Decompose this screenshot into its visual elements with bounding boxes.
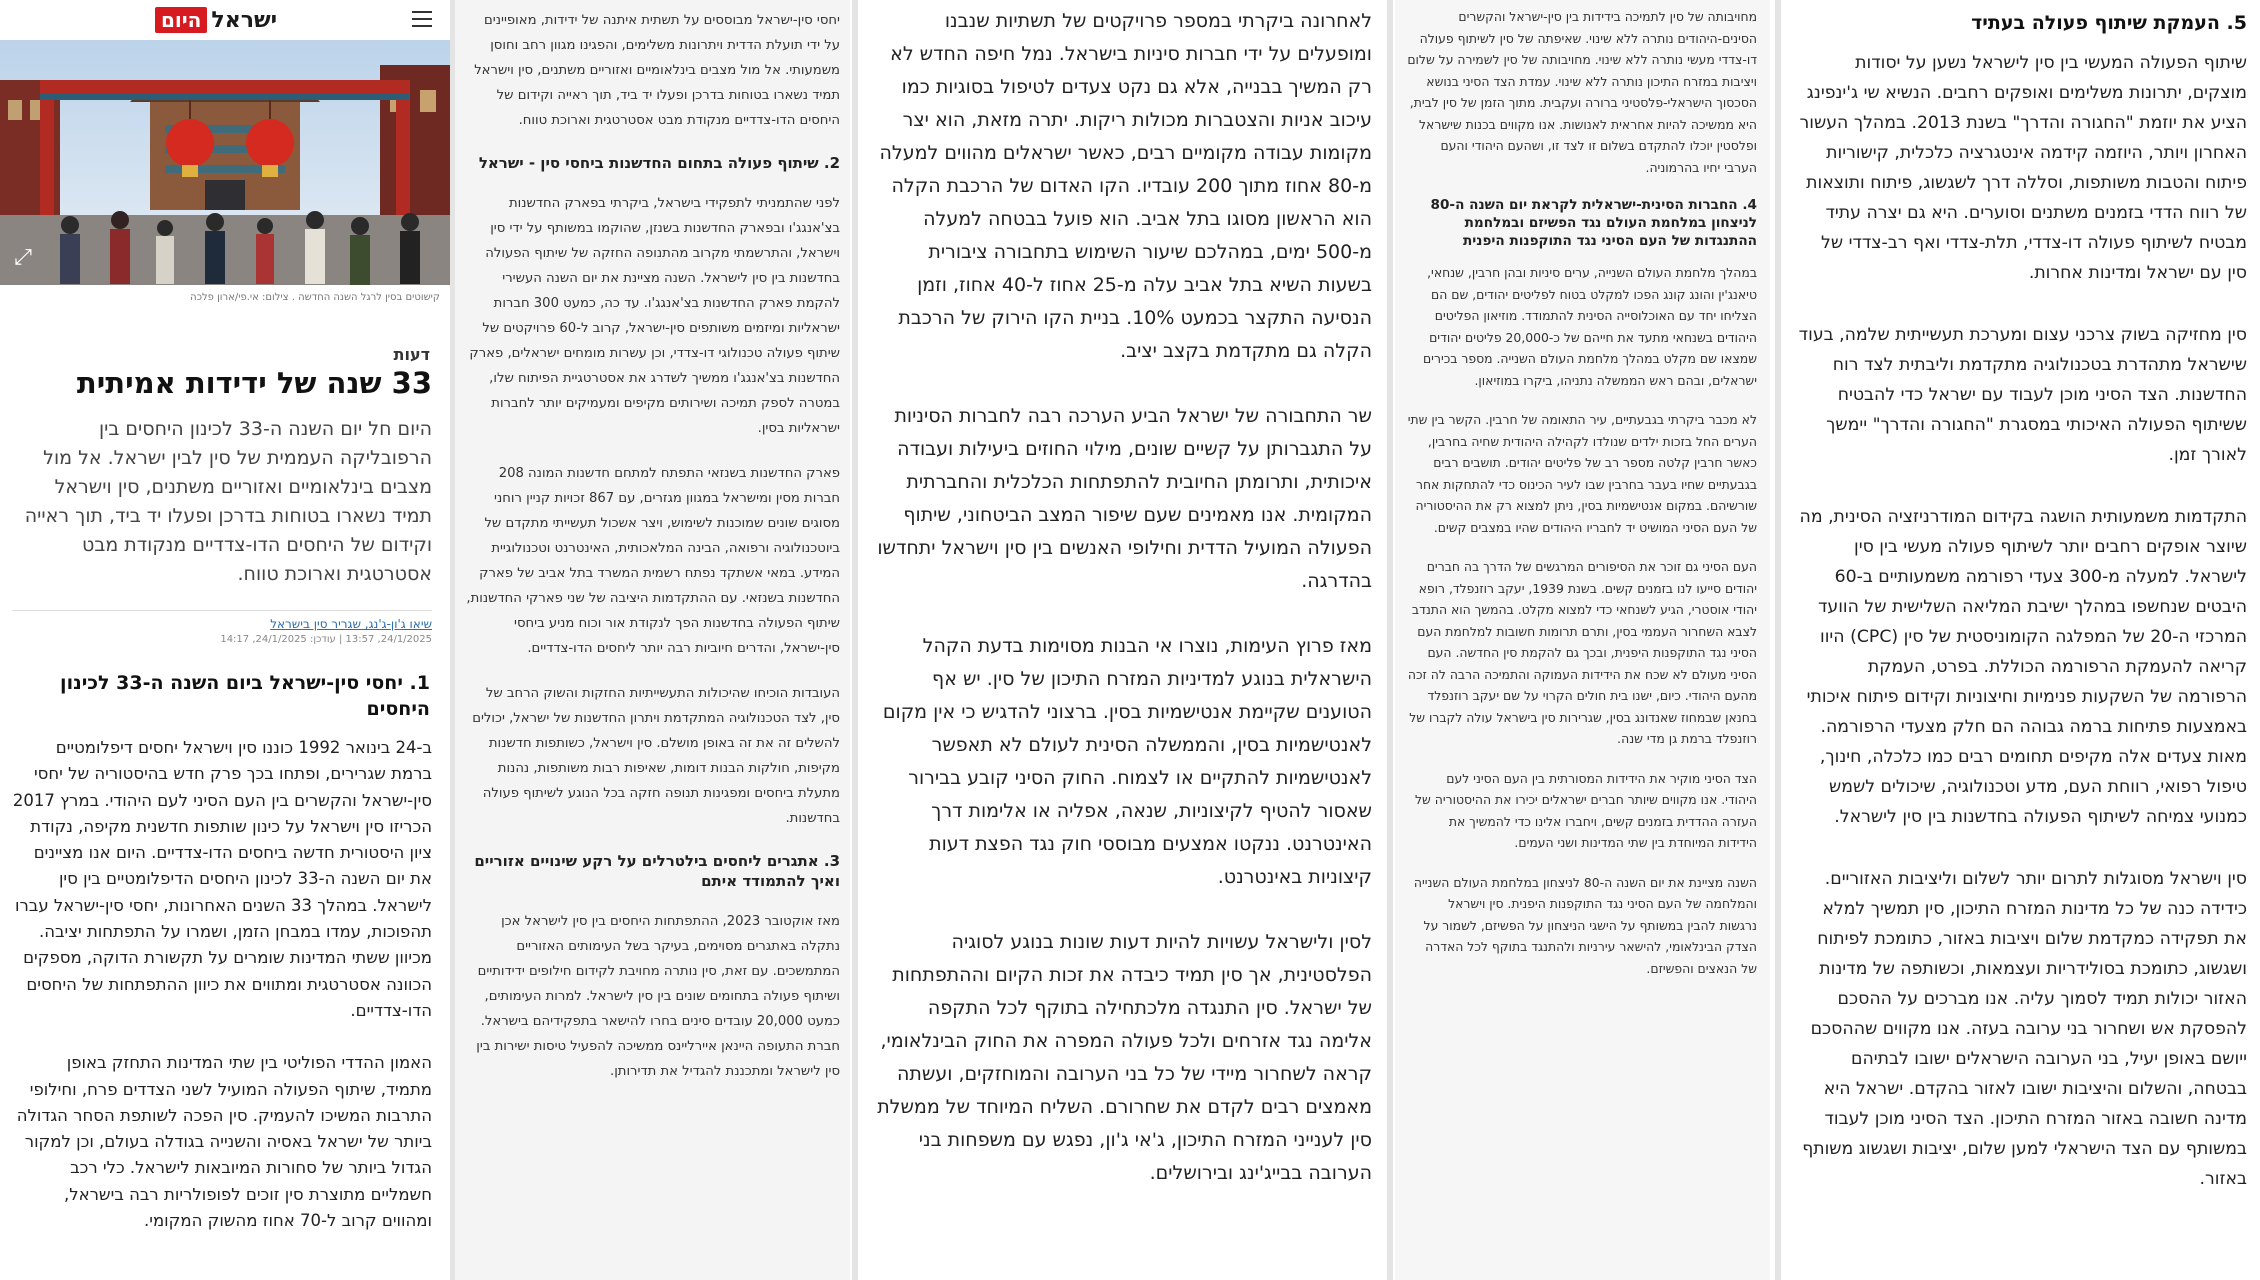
byline-box [12, 610, 432, 645]
site-logo[interactable] [155, 6, 277, 34]
panel-divider [1775, 0, 1781, 1280]
section-title-5: 5. העמקת שיתוף פעולה בעתיד [1971, 12, 2247, 34]
article-continuation-panel-4 [1395, 0, 1770, 1280]
article-continuation-panel-3 [860, 0, 1385, 1280]
paragraph: שיתוף הפעולה המעשי בין סין לישראל נשען על יסודות מוצקים, יתרונות משלימים ואופקים רחבים. הנשיא שי ג'ינפינג הציע את יוזמת "החגורה והדרך" בשנת 2013. במהלך העשור האחרון ויותר, היוזמה קידמה אינטגרציה כלכלית, קישוריות פיתוח והטבות משותפות, וסללה דרך לשגשוג, פיתוח ותוצאות של רווח הדדי בזמנים משתנים וסוערים. היא גם יצרה עתיד מבטיח לשיתוף פעולה דו-צדדי, תלת-צדדי ואף רב-צדדי של סין עם ישראל ומדינות אחרות. [1799, 53, 2247, 283]
article-continuation-panel-2 [455, 0, 850, 1280]
logo-red-part: היום [155, 7, 207, 33]
paragraph: התקדמות משמעותית הושגה בקידום המודרניזציה הסינית, מה שיוצר אופקים רחבים יותר לשיתוף פעולה מעשי בין סין לישראל. למעלה מ-300 צעדי רפורמה משמעותיים ב-60 היבטים שנחשפו במהלך ישיבת המליאה השלישית של הוועד המרכזי ה-20 של המפלגה הקומוניסטית של סין (CPC) היוו קריאה להעמקת הרפורמה הכוללת. בפרט, העמקת הרפורמה של השקעות פנימיות וחיצוניות וקידום פיתוח איכותי באמצעות פתיחות ברמה גבוהה הם חלק מצעדי הרפורמה. מאות צעדים אלה מקיפים תחומים רבים כמו כלכלה, חינוך, טיפול רפואי, רווחת העם, מדע וטכנולוגיה, שיכולים לשמש כמנועי צמיחה לשיתוף הפעולה בחדשנות בין סין לישראל. [1799, 507, 2247, 827]
publish-timestamp: 24/1/2025, 13:57 | עודכן: 24/1/2025, 14:17 [220, 634, 432, 645]
menu-icon[interactable] [412, 11, 432, 27]
site-header [0, 0, 450, 41]
paragraph: במהלך מלחמת העולם השנייה, ערים סיניות ובהן חרבין, שנחאי, טיאנג'ין והונג קונג הפכו למקלט בטוח לפליטים יהודים, שם הם הצליחו יחד עם האוכלוסייה הסינית להתמודד. מוזיאון הפליטים היהודים בשנחאי מתעד את חייהם של כ-20,000 פליטים יהודים שמצאו שם מקלט במהלך מלחמת העולם השנייה. מספר בכירים ישראלים, ובהם ראש הממשלה נתניהו, ביקרו במוזיאון. [1422, 265, 1757, 388]
paragraph: סין וישראל מסוגלות לתרום יותר לשלום וליציבות האזוריים. כידידה כנה של כל מדינות המזרח התיכון, סין תמשיך למלא את תפקידה כמקדמת שלום ויציבות באזור, כתומכת לפיתוח ושגשוג, כתומכת בסולידריות ועצמאות, וכשותפה של מדינות האזור יכולות תמיד לסמוך עליה. אנו מברכים על ההסכם להפסקת אש ושחרור בני ערובה בעזה. אנו מקווים שההסכם ייושם באופן יעיל, בני הערובה הישראלים ישובו לבתיהם בבטחה, והשלום והיציבות ישובו לאזור בהקדם. ישראל היא מדינה חשובה באזור המזרח התיכון. הצד הסיני מוכן לעבוד במשותף עם הצד הישראלי למען שלום, יציבות ושגשוג משותף באזור. [1802, 869, 2247, 1189]
street-gate-photo-illustration [0, 40, 450, 285]
article-panel [0, 0, 450, 1280]
section-title-3: 3. אתגרים ליחסים בילטרלים על רקע שינויים אזוריים ואיך להתמודד איתם [474, 852, 840, 890]
section-title-4: 4. החברות הסינית-ישראלית לקראת יום השנה ה-80 לניצחון במלחמת העולם נגד הפשיזם ובמלחמת ההתנגדות של העם הסיני נגד התוקפנות היפנית [1430, 197, 1757, 249]
author-link[interactable]: שיאו ג'ון-ג'נג, שגריר סין בישראל [270, 617, 432, 631]
paragraph: לפני שהתמניתי לתפקידי בישראל, ביקרתי בפארק החדשנות בצ'אנגג'ו ובפארק החדשנות בשנזן, שהוקמו במשותף על ידי סין וישראל, והתרשמתי מקרוב מהתנופה החזקה של שיתוף הפעולה בחדשנות בין סין לישראל. השנה מציינת את יום השנה העשירי להקמת פארק החדשנות בצ'אנגג'ו. עד כה, כמעט 300 חברות ישראליות ומיזמים משותפים סין-ישראל, קרוב ל-60 פרויקטים של שיתוף פעולה טכנולוגי דו-צדדי, וכן עשרות מומחים ישראלים, פארק החדשנות בצ'אנגג'ו ממשיך לשדרג את אסטרטגיית הפיתוח שלו, במטרה לספק תמיכה ושירותים מקיפים ומעמיקים יותר לחברות ישראליות בסין. [469, 196, 840, 436]
paragraph: שר התחבורה של ישראל הביע הערכה רבה לחברות הסיניות על התגברותן על קשיים שונים, מילוי החוזים ביעילות ועבודה איכותית, ותרומתן החיובית להתפתחות הכלכלית והחברתית המקומית. אנו מאמינים שעם שיפור המצב הביטחוני, שיתוף הפעולה המועיל הדדית וחילופי האנשים בין סין וישראל יתחדשו בהדרגה. [877, 405, 1372, 592]
paragraph: האמון ההדדי הפוליטי בין שתי המדינות התחזק באופן מתמיד, שיתוף הפעולה המועיל לשני הצדדים פרח, וחילופי התרבות המשיכו להעמיק. סין הפכה לשותפת הסחר הגדולה ביותר של ישראל באסיה והשנייה בגודלה בעולם, וכן למקור הגדול ביותר של סחורות המיובאות לישראל. כלי רכב חשמליים מתוצרת סין זוכים לפופולריות רבה בישראל, ומהווים קרוב ל-70 אחוז מהשוק המקומי. [16, 1053, 432, 1231]
section-title-1: 1. יחסי סין-ישראל ביום השנה ה-33 לכינון היחסים [60, 672, 430, 720]
paragraph: לא מכבר ביקרתי בגבעתיים, עיר התאומה של חרבין. הקשר בין שתי הערים החל בזכות ילדים שנולדו לקהילה היהודית שחיה בחרבין, כאשר חרבין קלטה מספר רב של פליטים יהודים. תושבים רבים בגבעתיים שחיו בעבר בחרבין שבו לעיר הכינוס כדי להתחקות אחר שורשיהם. במקום אנטישמיות בסין, ניתן למצוא רק את ההיסטוריה של העם הסיני המושיט יד לחבריו היהודים שהיו במצבים קשים. [1407, 412, 1757, 535]
article-photo [0, 40, 450, 285]
article-continuation-panel-5 [1785, 0, 2260, 1280]
article-headline: 33 שנה של ידידות אמיתית [76, 366, 432, 400]
paragraph: מחויבותה של סין לתמיכה בידידות בין סין-ישראל והקשרים הסינים-היהודים נותרה ללא שינוי. שאיפתה של סין לשיתוף פעולה דו-צדדי מעשי נותרה ללא שינוי. מחויבותה של סין לשמירה על שלום ויציבות במזרח התיכון נותרה ללא שינוי. עמדת הצד הסיני בנושא הסכסוך הישראלי-פלסטיני ברורה ועקבית. מתוך הזמן של סין לבית, היא ממשיכה להיות אחראית לאנושות. אנו מקווים בכנות שישראל ופלסטין יוכלו להתקדם בשלום זו לצד זו, ושהעם היהודי והעם הערבי יחיו בהרמוניה. [1407, 9, 1757, 175]
article-body-2 [465, 8, 840, 1104]
expand-icon[interactable]: ⤢ [14, 245, 32, 270]
article-body-4 [1407, 6, 1757, 997]
panel-divider [1387, 0, 1393, 1280]
paragraph: העובדות הוכיחו שהיכולות התעשייתיות החזקות והשוק הרחב של סין, לצד הטכנולוגיה המתקדמת ויתרון החדשנות של ישראל, יכולים להשלים זה את זה באופן מושלם. סין וישראל, כשותפות חדשנות מקיפות, חולקות הבנות דומות, שאיפות רבות משותפות, נהנות מתעלת ביחסים ומפגינות תנופה חזקה בכל הנוגע לשיתוף פעולה בחדשנות. [472, 686, 840, 826]
paragraph: פארק החדשנות בשנזאי התפתח למתחם חדשנות המונה 208 חברות מסין ומישראל במגוון מגזרים, עם 867 זכויות קניין רוחני מסוגים שונים שמוכנות לשימוש, ויצר אשכול תעשייתי מתקדם של ביוטכנולוגיה ורפואה, הבינה המלאכותית, האינטרנט וטכנולוגיית המידע. במאי אשתקד נפתח רשמית המשרד בתל אביב של פארק החדשנות בשנזאי. עם ההתקדמות היציבה של שני פארקי החדשנות, שיתוף הפעולה בחדשנות הפך לנקודת אור וכוח מניע ביחסי סין-ישראל, והדרים חיוביות רבה יותר ליחסים הדו-צדדיים. [466, 466, 840, 656]
article-body-5 [1797, 10, 2247, 1226]
article-body-3 [872, 5, 1372, 1222]
article-kicker[interactable]: דעות [393, 345, 430, 364]
paragraph: יחסי סין-ישראל מבוססים על תשתית איתנה של ידידות, מאופיינים על ידי תועלת הדדית ויתרונות משלימים, והפגינו מגוון רחב וחוסן משמעותי. אל מול מצבים בינלאומיים ואזוריים משתנים, סין וישראל תמיד נשארו בטוחות בדרכן ופעלו יד ביד, תוך ראייה וקידום של היחסים הדו-צדדיים מנקודת מבט אסטרטגית וארוכת טווח. [474, 13, 840, 128]
paragraph: מאז פרוץ העימות, נוצרו אי הבנות מסוימות בדעת הקהל הישראלית בנוגע למדיניות המזרח התיכון של סין. יש אף הטוענים שקיימת אנטישמיות בסין. ברצוני להדגיש כי אין מקום לאנטישמיות בסין, והממשלה הסינית לעולם לא תאפשר לאנטישמיות להתקיים או לצמוח. החוק הסיני קובע בבירור שאסור להטיף לקיצוניות, שנאה, אפליה או אלימות דרך האינטרנט. ננקטו אמצעים מבוססי חוק נגד הפצת דעות קיצוניות באינטרנט. [882, 635, 1372, 888]
paragraph: לסין ולישראל עשויות להיות דעות שונות בנוגע לסוגיה הפלסטינית, אך סין תמיד כיבדה את זכות הקיום וההתפתחות של ישראל. סין התנגדה מלכתחילה בתוקף לכל התקפה אלימה נגד אזרחים ולכל פעולה המפרה את החוק הבינלאומי, קראה לשחרור מיידי של כל בני הערובה והמוחזקים, ועשתה מאמצים רבים לקדם את שחרורם. השליח המיוחד של ממשלת סין לענייני המזרח התיכון, ג'אי ג'ון, נפגש עם משפחות בני הערובה בבייג'ינג ובירושלים. [877, 931, 1372, 1184]
paragraph: סין מחזיקה בשוק צרכני עצום ומערכת תעשייתית שלמה, בעוד שישראל מתהדרת בטכנולוגיה מתקדמת וליבתית לצד רוח החדשנות. הצד הסיני מוכן לעבוד עם ישראל כדי להבטיח ששיתוף הפעולה האיכותי במסגרת "החגורה והדרך" יימשך לאורך זמן. [1798, 325, 2247, 465]
paragraph: הצד הסיני מוקיר את הידידות המסורתית בין העם הסיני לעם היהודי. אנו מקווים שיותר חברים ישראלים יכירו את ההיסטוריה של העזרה ההדדית בזמנים קשים, ויחברו אלינו כדי להמשיך את הידידות המיוחדת בין שתי המדינות ושני העמים. [1415, 770, 1757, 850]
section-title-2: 2. שיתוף פעולה בתחום החדשנות ביחסי סין - ישראל [478, 154, 840, 172]
logo-dark-part: ישראל [211, 7, 278, 33]
panel-divider [852, 0, 858, 1280]
article-body-1 [12, 735, 432, 1260]
paragraph: השנה מציינת את יום השנה ה-80 לניצחון במלחמת העולם השנייה והמלחמה של העם הסיני נגד התוקפנות היפנית. סין וישראל נרגשות להבין במשותף על הישגי הניצחון על הפשיזם, לשמור על הצדק הבינלאומי, להישאר עירניות ולהתנגד בתוקף לכל האדרה של הנאצים והפשיזם. [1413, 874, 1757, 976]
paragraph: העם הסיני גם זוכר את הסיפורים המרגשים של הדרך בה חברים יהודים סייעו לנו בזמנים קשים. בשנת 1939, יעקב רוזנפלד, רופא יהודי אוסטרי, הגיע לשנחאי כדי למצוא מקלט. בהמשך הוא התנדב לצבא השחרור העממי בסין, ותרם תרומות חשובות למלחמת העם הסיני נגד התוקפנות היפנית, ובכך גם להקמת סין החדשה. העם הסיני מעולם לא שכח את הידידות העמוקה והתמיכה הרבה לה זכה מהעם היהודי. כיום, ישנו בית חולים הקרוי על שם יעקב רוזנפלד בחנאן שבמחוז שאנדונג בסין, שגרירות סין בישראל עולה לקברו של רוזנפלד ברמת גן מדי שנה. [1407, 559, 1757, 746]
paragraph: מאז אוקטובר 2023, ההתפתחות היחסים בין סין לישראל אכן נתקלה באתגרים מסוימים, בעיקר בשל העימותים האזוריים המתמשכים. עם זאת, סין נותרה מחויבת לקידום חילופים ידידותיים ושיתוף פעולה בתחומים שונים בין סין לישראל. למרות העימותים, כמעט 20,000 עובדים סינים בחרו להישאר בתפקידיהם בישראל. חברת התעופה היינאן איירליינס ממשיכה להפעיל טיסות ישירות בין סין לישראל ומתכננת להגדיל את תדירותן. [476, 914, 840, 1079]
photo-caption: קישוטים בסין לרגל השנה החדשה . צילום: אי.פי/ארון פלכה [190, 292, 440, 303]
paragraph: ב-24 בינואר 1992 כוננו סין וישראל יחסים דיפלומטיים ברמת שגרירים, ופתחו בכך פרק חדש בהיסטוריה של יחסי סין-ישראל והקשרים בין העם הסיני לעם היהודי. במרץ 2017 הכריזו סין וישראל על כינון שותפות חדשנית מקיפה, נקודת ציון היסטורית חדשה ביחסים הדו-צדדיים. היום אנו מציינים את יום השנה ה-33 לכינון היחסים הדיפלומטיים בין סין לישראל. במהלך 33 השנים האחרונות, יחסי סין-ישראל עברו תהפוכות, עמדו במבחן הזמן, ושמרו על התפתחות יציבה. מכיוון ששתי המדינות שומרים על תקשורת הדוקה, מספקים הכוונה אסטרטגית ומתווים את כיוון ההתפתחות של היחסים הדו-צדדיים. [12, 738, 432, 1020]
paragraph: לאחרונה ביקרתי במספר פרויקטים של תשתיות שנבנו ומופעלים על ידי חברות סיניות בישראל. נמל חיפה החדש לא רק המשיך בבנייה, אלא גם נקט צעדים לטיפול בסוגיות כמו עיכוב אניות והצטברות מכולות ריקות. יתרה מזאת, הוא יצר מקומות עבודה מקומיים רבים, כאשר ישראלים מהווים למעלה מ-80 אחוז מתוך 200 עובדיו. הקו האדום של הרכבת הקלה הוא הראשון מסוגו בתל אביב. הוא פועל בבטחה למעלה מ-500 ימים, במהלכם שיעור השימוש בתחבורה ציבורית בשעות השיא בתל אביב עלה מ-25 אחוז ל-40 אחוז, וזמן הנסיעה התקצר בכמעט 10%. בניית הקו הירוק של הרכבת הקלה גם מתקדמת בקצב יציב. [879, 10, 1372, 362]
article-subhead: היום חל יום השנה ה-33 לכינון היחסים בין הרפובליקה העממית של סין לבין ישראל. אל מול מצבים בינלאומיים ואזוריים משתנים, סין וישראל תמיד נשארו בטוחות בדרכן ופעלו יד ביד, תוך ראייה וקידום של היחסים הדו-צדדיים מנקודת מבט אסטרטגית וארוכת טווח. [24, 418, 432, 585]
